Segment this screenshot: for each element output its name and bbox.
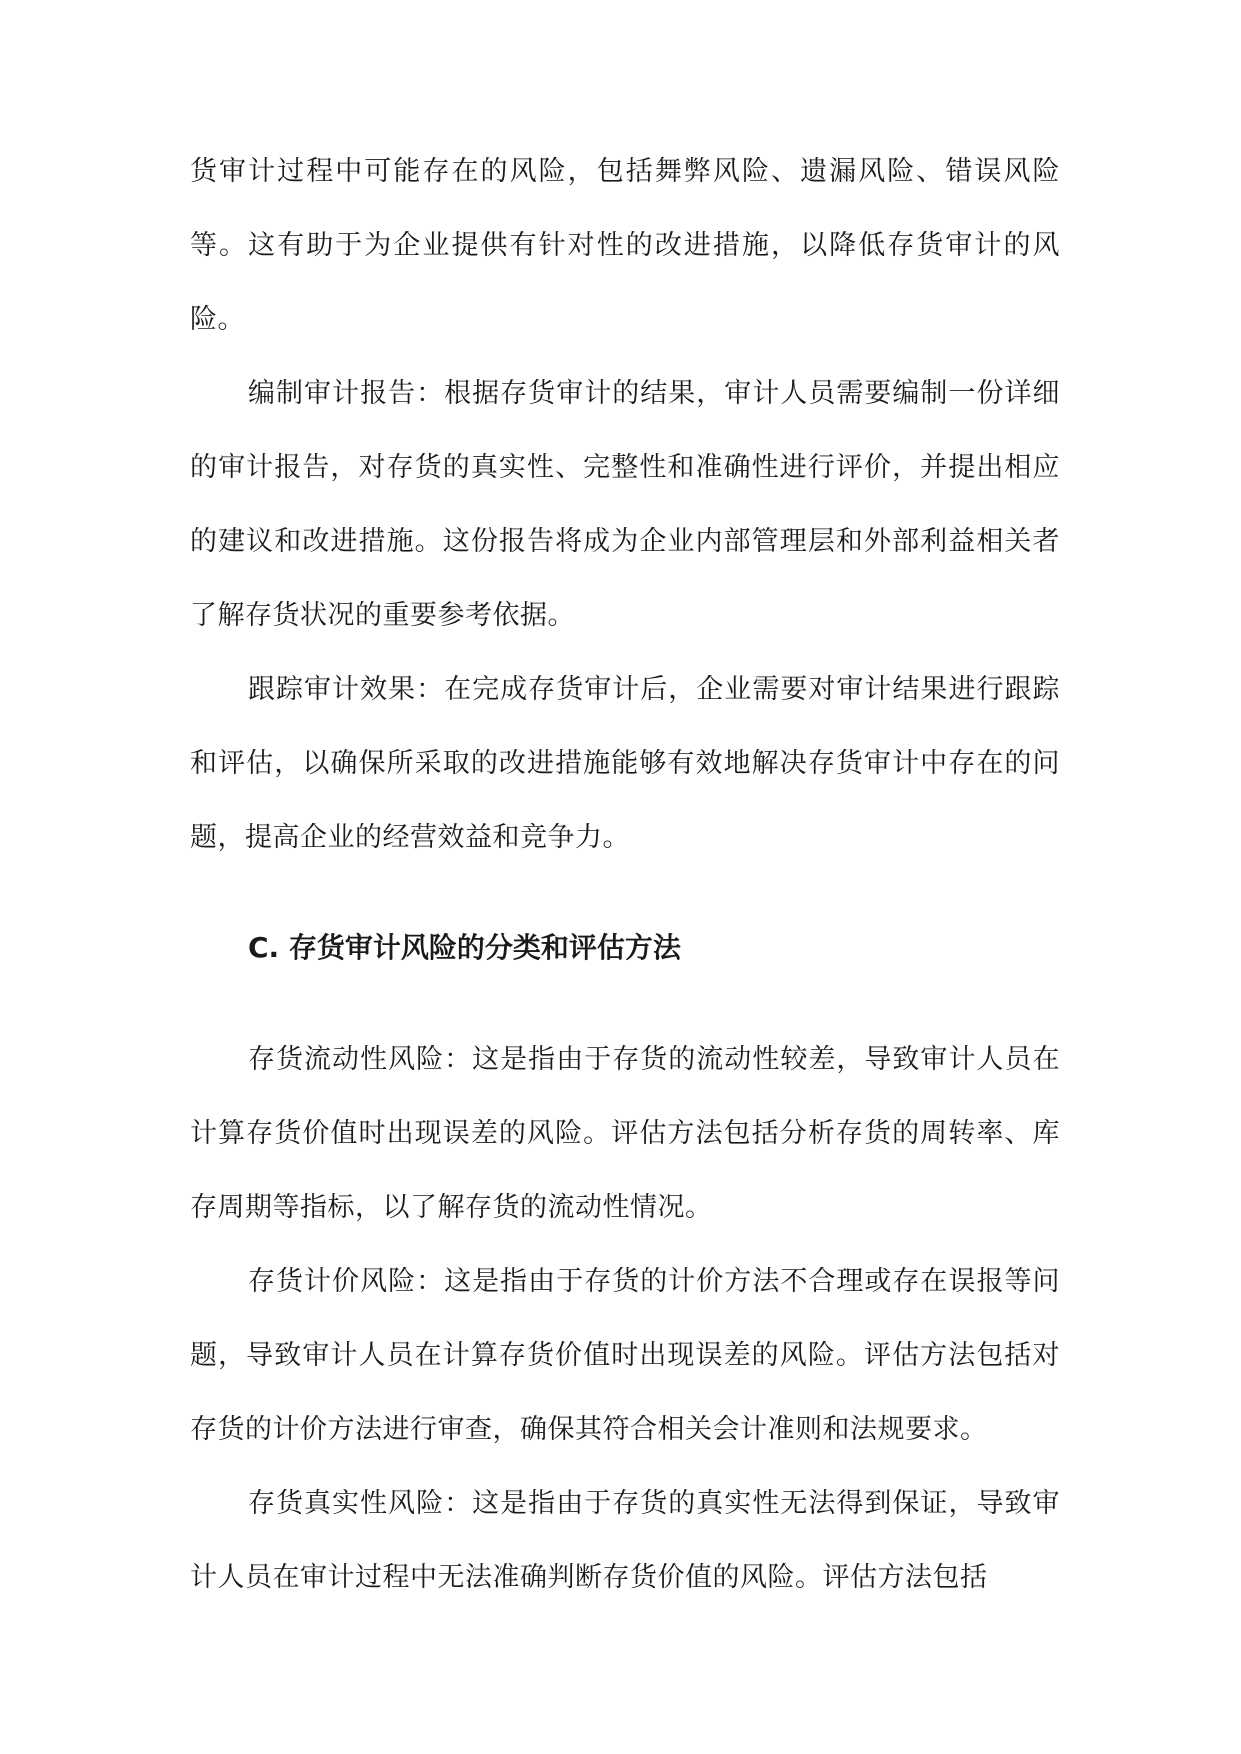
paragraph-authenticity-risk: 存货真实性风险：这是指由于存货的真实性无法得到保证，导致审计人员在审计过程中无法准确判断存货价值的风险。评估方法包括 xyxy=(190,1488,1060,1593)
paragraph-prepare-audit-report: 编制审计报告：根据存货审计的结果，审计人员需要编制一份详细的审计报告，对存货的真实性、完整性和准确性进行评价，并提出相应的建议和改进措施。这份报告将成为企业内部管理层和外部利益相关者了解存货状况的重要参考依据。 xyxy=(190,378,1060,631)
paragraph-valuation-risk: 存货计价风险：这是指由于存货的计价方法不合理或存在误报等问题，导致审计人员在计算存货价值时出现误差的风险。评估方法包括对存货的计价方法进行审查，确保其符合相关会计准则和法规要求。 xyxy=(190,1266,1060,1445)
paragraph-liquidity-risk: 存货流动性风险：这是指由于存货的流动性较差，导致审计人员在计算存货价值时出现误差的风险。评估方法包括分析存货的周转率、库存周期等指标，以了解存货的流动性情况。 xyxy=(190,1044,1060,1223)
paragraph-inventory-risk-analysis: 货审计过程中可能存在的风险，包括舞弊风险、遗漏风险、错误风险等。这有助于为企业提供有针对性的改进措施，以降低存货审计的风险。 xyxy=(190,156,1060,335)
paragraph-track-audit-effect: 跟踪审计效果：在完成存货审计后，企业需要对审计结果进行跟踪和评估，以确保所采取的改进措施能够有效地解决存货审计中存在的问题，提高企业的经营效益和竞争力。 xyxy=(190,674,1060,853)
section-heading-c: C. 存货审计风险的分类和评估方法 xyxy=(248,931,681,964)
